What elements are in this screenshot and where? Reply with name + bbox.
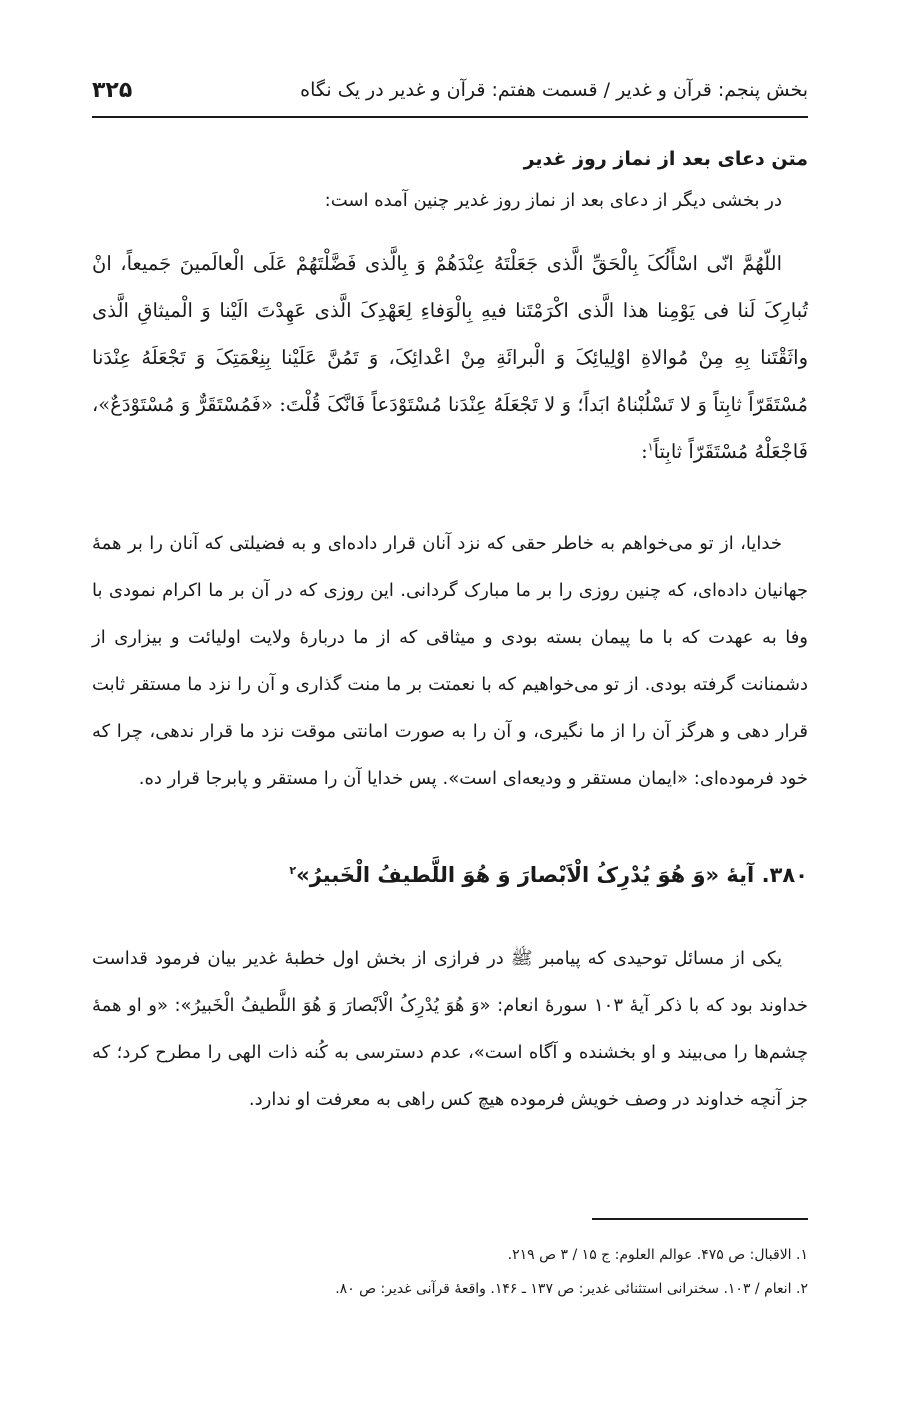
section-heading: متن دعای بعد از نماز روز غدیر (523, 148, 808, 170)
verse-number: ۳۸۰. (761, 863, 808, 887)
arabic-prayer-body: اللّهُمَّ انّی اسْأَلُکَ بِالْحَقِّ الَّذی جَعَلْتَهُ عِنْدَهُمْ وَ بِالَّذی فَضَّلْتَهُمْ عَلَی الْعالَمینَ جَمیعاً، انْ تُبارِکَ لَنا فی یَوْمِنا هذا الَّذی اکْرَمْتَنا فیهِ بِالْوَفاءِ لِعَهْدِکَ الَّذی عَهِدْتَ الَیْنا وَ الْمیثاقِ الَّذی واثَقْتَنا بِهِ مِنْ مُوالاةِ اوْلِیائِکَ وَ الْبرائَةِ مِنْ اعْدائِکَ، وَ تَمُنَّ عَلَیْنا بِنِعْمَتِکَ وَ تَجْعَلَهُ عِنْدَنا مُسْتَقَرّاً ثابِتاً وَ لا تَسْلُبْناهُ ابَداً؛ وَ لا تَجْعَلَهُ عِنْدَنا مُسْتَوْدَعاً فَانَّکَ قُلْتَ: «فَمُسْتَقَرٌّ وَ مُسْتَوْدَعٌ»، فَاجْعَلْهُ مُسْتَقَرّاً ثابِتاً (92, 252, 808, 463)
page-number: ۳۲۵ (92, 77, 133, 103)
book-page (92, 0, 808, 1405)
verse-paragraph-body: یکی از مسائل توحیدی که پیامبر ﷺ در فرازی از بخش اول خطبهٔ غدیر بیان فرمود قداست خداوند بود که با ذکر آیهٔ ۱۰۳ سورهٔ انعام: «وَ هُوَ یُدْرِکُ الْاَبْصارَ وَ هُوَ اللَّطیفُ الْخَبیرُ»: «و او همهٔ چشم‌ها را می‌بیند و او بخشنده و آگاه است»، عدم دسترسی به کُنه ذات الهی را مطرح کرد؛ که جز آنچه خداوند در وصف خویش فرموده هیچ کس راهی به معرفت او ندارد. (92, 948, 808, 1110)
verse-paragraph (92, 935, 808, 1123)
persian-translation (92, 520, 808, 802)
footnotes (92, 1238, 808, 1306)
footnote-ref-1[interactable]: ۱ (647, 440, 654, 454)
running-title: بخش پنجم: قرآن و غدیر / قسمت هفتم: قرآن و غدیر در یک نگاه (300, 79, 808, 101)
footnote-1: ۱. الاقبال: ص ۴۷۵. عوالم العلوم: ج ۱۵ / ۳ ص ۲۱۹. (507, 1247, 808, 1263)
page-header (92, 70, 808, 110)
verse-title: آیهٔ «وَ هُوَ یُدْرِکُ الْاَبْصارَ وَ هُوَ اللَّطیفُ الْخَبیرُ» (296, 863, 755, 887)
arabic-prayer-text (92, 240, 808, 475)
section-intro: در بخشی دیگر از دعای بعد از نماز روز غدیر چنین آمده است: (324, 190, 782, 211)
footnote-ref-2[interactable]: ۲ (289, 864, 297, 877)
footnote-2: ۲. انعام / ۱۰۳. سخنرانی استثنائی غدیر: ص ۱۳۷ ـ ۱۴۶. واقعهٔ قرآنی غدیر: ص ۸۰. (335, 1281, 808, 1297)
footnote-divider (592, 1218, 808, 1220)
header-divider (92, 116, 808, 118)
translation-body: خدایا، از تو می‌خواهم به خاطر حقی که نزد آنان قرار داده‌ای و به فضیلتی که آنان را بر همهٔ جهانیان داده‌ای، که چنین روزی را بر ما مبارک گردانی. این روزی که در آن بر ما اکرام نمودی با وفا به عهدت که با ما پیمان بسته بودی و میثاقی که از ما دربارهٔ ولایت اولیائت و بیزاری از دشمنانت گرفته بودی. از تو می‌خواهیم که با نعمتت بر ما منت گذاری و آن را نزد ما مستقر ثابت قرار دهی و هرگز آن را از ما نگیری، و آن را به صورت امانتی موقت نزد ما قرار ندهی، چرا که خود فرموده‌ای: «ایمان مستقر و ودیعه‌ای است». پس خدایا آن را مستقر و پابرجا قرار ده. (92, 533, 808, 789)
verse-heading (92, 863, 808, 887)
arabic-prayer-end: : (641, 440, 648, 463)
